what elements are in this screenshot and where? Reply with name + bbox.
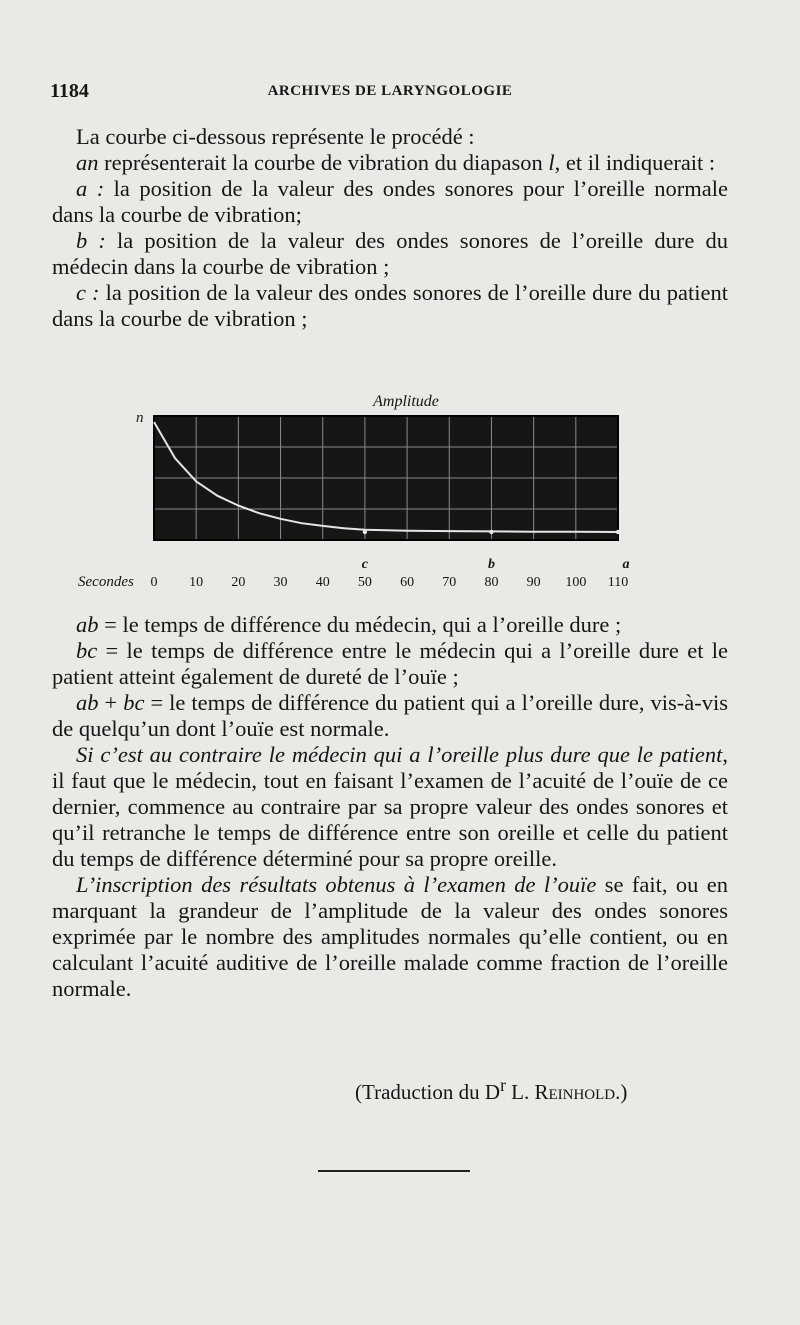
x-tick-label: 20 bbox=[231, 575, 246, 590]
paragraph-text: , et il indiquerait : bbox=[554, 150, 716, 175]
translator-signature bbox=[355, 1075, 735, 1105]
x-tick-label: 50 bbox=[357, 575, 372, 590]
page-header bbox=[50, 80, 730, 104]
signature-close: .) bbox=[615, 1080, 628, 1104]
x-tick-label: 60 bbox=[400, 575, 415, 590]
signature-initial: L. bbox=[505, 1080, 535, 1104]
term-l: l bbox=[548, 150, 555, 175]
x-axis-label: Secondes bbox=[78, 574, 134, 590]
vibration-figure bbox=[70, 380, 730, 595]
term-c: c : bbox=[76, 280, 100, 305]
point-label-b: b bbox=[487, 557, 495, 572]
running-title: ARCHIVES DE LARYNGOLOGIE bbox=[267, 83, 513, 99]
signature-sup: r bbox=[500, 1075, 506, 1095]
x-tick-label: 80 bbox=[484, 575, 499, 590]
term-bc: bc bbox=[76, 638, 98, 663]
paragraph bbox=[52, 280, 728, 332]
italic-phrase: Si c’est au contraire le médecin qui a l’oreille plus dure que le patient bbox=[76, 742, 723, 767]
paragraph-text: = le temps de différence du patient qui a l’oreille dure, vis-à-vis de quelqu’un dont l’ouïe est normale. bbox=[52, 690, 728, 741]
paragraph-text: se fait, ou en marquant la grandeur de l’amplitude de la valeur des ondes sonores exprimée par le nombre des amplitudes normales qu’elle contient, ou en calculant l’acuité auditive de l’oreille malade comme fraction de l’oreille normale. bbox=[52, 872, 728, 1001]
paragraph-text: La courbe ci-dessous représente le procédé : bbox=[76, 124, 475, 149]
x-tick-label: 110 bbox=[607, 575, 629, 590]
paragraph-text: , il faut que le médecin, tout en faisant l’examen de l’acuité de l’ouïe de ce dernier, commence au contraire par sa propre valeur des ondes sonores et qu’il retranche le temps de différence entre son oreille et celle du patient du temps de différence déterminé pour sa propre oreille. bbox=[52, 742, 728, 871]
paragraph bbox=[52, 742, 728, 872]
x-tick-label: 40 bbox=[315, 575, 330, 590]
term-ab: ab bbox=[76, 690, 99, 715]
paragraph-text: représenterait la courbe de vibration du diapason bbox=[98, 150, 549, 175]
x-tick-label: 100 bbox=[565, 575, 587, 590]
paragraph bbox=[52, 638, 728, 690]
paragraph bbox=[52, 228, 728, 280]
paragraph bbox=[52, 176, 728, 228]
italic-phrase: L’inscription des résultats obtenus à l’examen de l’ouïe bbox=[76, 872, 597, 897]
paragraph-text: la position de la valeur des ondes sonores pour l’oreille normale dans la courbe de vibration; bbox=[52, 176, 728, 227]
paragraph-text: la position de la valeur des ondes sonores de l’oreille dure du patient dans la courbe de vibration ; bbox=[52, 280, 728, 331]
paragraph-text: = le temps de différence entre le médecin qui a l’oreille dure et le patient atteint également de dureté de l’ouïe ; bbox=[52, 638, 728, 689]
paragraph bbox=[52, 872, 728, 1002]
point-marker-b bbox=[489, 530, 493, 534]
curve-start-label: n bbox=[136, 410, 144, 426]
point-label-c: c bbox=[361, 557, 369, 572]
term-b: b : bbox=[76, 228, 106, 253]
chart-title: Amplitude bbox=[373, 393, 439, 410]
signature-open: (Traduction du D bbox=[355, 1080, 501, 1104]
x-tick-label: 90 bbox=[526, 575, 541, 590]
term-a: a : bbox=[76, 176, 105, 201]
paragraph bbox=[52, 612, 728, 638]
paragraph bbox=[52, 690, 728, 742]
term-bc: bc bbox=[123, 690, 145, 715]
point-label-a: a bbox=[622, 557, 630, 572]
paragraph bbox=[52, 150, 728, 176]
paragraph bbox=[52, 124, 728, 150]
paragraph-text: la position de la valeur des ondes sonores de l’oreille dure du médecin dans la courbe de vibration ; bbox=[52, 228, 728, 279]
intro-text bbox=[52, 124, 728, 332]
vibration-chart bbox=[70, 380, 730, 595]
closing-rule bbox=[318, 1170, 470, 1172]
explanation-text bbox=[52, 612, 728, 1002]
point-marker-c bbox=[363, 530, 367, 534]
x-tick-label: 10 bbox=[189, 575, 204, 590]
x-tick-label: 30 bbox=[273, 575, 288, 590]
x-tick-label: 0 bbox=[150, 575, 158, 590]
page-number: 1184 bbox=[50, 80, 89, 102]
term-an: an bbox=[76, 150, 99, 175]
paragraph-text: = le temps de différence du médecin, qui a l’oreille dure ; bbox=[98, 612, 622, 637]
plus-sign: + bbox=[98, 690, 124, 715]
signature-name: Reinhold bbox=[534, 1080, 616, 1104]
point-marker-a bbox=[616, 530, 620, 534]
term-ab: ab bbox=[76, 612, 99, 637]
x-tick-label: 70 bbox=[442, 575, 457, 590]
